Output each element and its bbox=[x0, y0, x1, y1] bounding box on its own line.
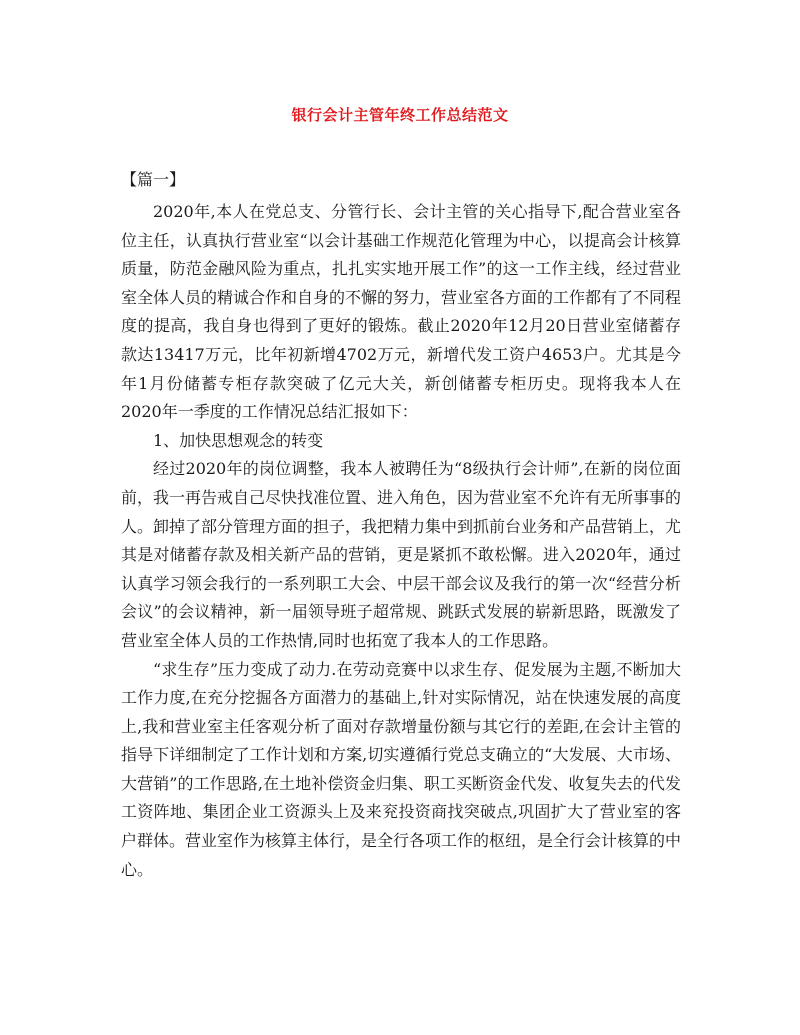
document-title: 银行会计主管年终工作总结范文 bbox=[291, 106, 509, 124]
subheading-1: 1、加快思想观念的转变 bbox=[153, 430, 324, 450]
paragraph-2: 经过2020年的岗位调整，我本人被聘任为“8级执行会计师”,在新的岗位面前，我一再告戒自己尽快找准位置、进入角色，因为营业室不允许有无所事事的人。卸掉了部分管理方面的担子，我把精力集中到抓前台业务和产品营销上，尤其是对储蓄存款及相关新产品的营销，更是紧抓不敢松懈。进入2020年，通过认真学习领会我行的一系列职工大会、中层干部会议及我行的第一次“经营分析会议”的会议精神，新一届领导班子超常规、跳跃式发展的崭新思路，既激发了营业室全体人员的工作热情,同时也拓宽了我本人的工作思路。 bbox=[121, 459, 682, 650]
paragraph-3: “求生存”压力变成了动力.在劳动竞赛中以求生存、促发展为主题,不断加大工作力度,在充分挖掘各方面潜力的基础上,针对实际情况，站在快速发展的高度上,我和营业室主任客观分析了面对存款增量份额与其它行的差距,在会计主管的指导下详细制定了工作计划和方案,切实遵循行党总支确立的“大发展、大市场、大营销”的工作思路,在土地补偿资金归集、职工买断资金代发、收复失去的代发工资阵地、集团企业工资源头上及来兖投资商找突破点,巩固扩大了营业室的客户群体。营业室作为核算主体行，是全行各项工作的枢纽，是全行会计核算的中心。 bbox=[121, 659, 682, 879]
paragraph-intro: 2020年,本人在党总支、分管行长、会计主管的关心指导下,配合营业室各位主任，认真执行营业室“以会计基础工作规范化管理为中心，以提高会计核算质量，防范金融风险为重点，扎扎实实地开展工作”的这一工作主线，经过营业室全体人员的精诚合作和自身的不懈的努力，营业室各方面的工作都有了不同程度的提高，我自身也得到了更好的锻炼。截止2020年12月20日营业室储蓄存款达13417万元，比年初新增4702万元，新增代发工资户4653户。尤其是今年1月份储蓄专柜存款突破了亿元大关，新创储蓄专柜历史。现将我本人在2020年一季度的工作情况总结汇报如下： bbox=[121, 202, 682, 422]
section-label: 【篇一】 bbox=[121, 170, 186, 189]
document-body bbox=[121, 198, 681, 884]
